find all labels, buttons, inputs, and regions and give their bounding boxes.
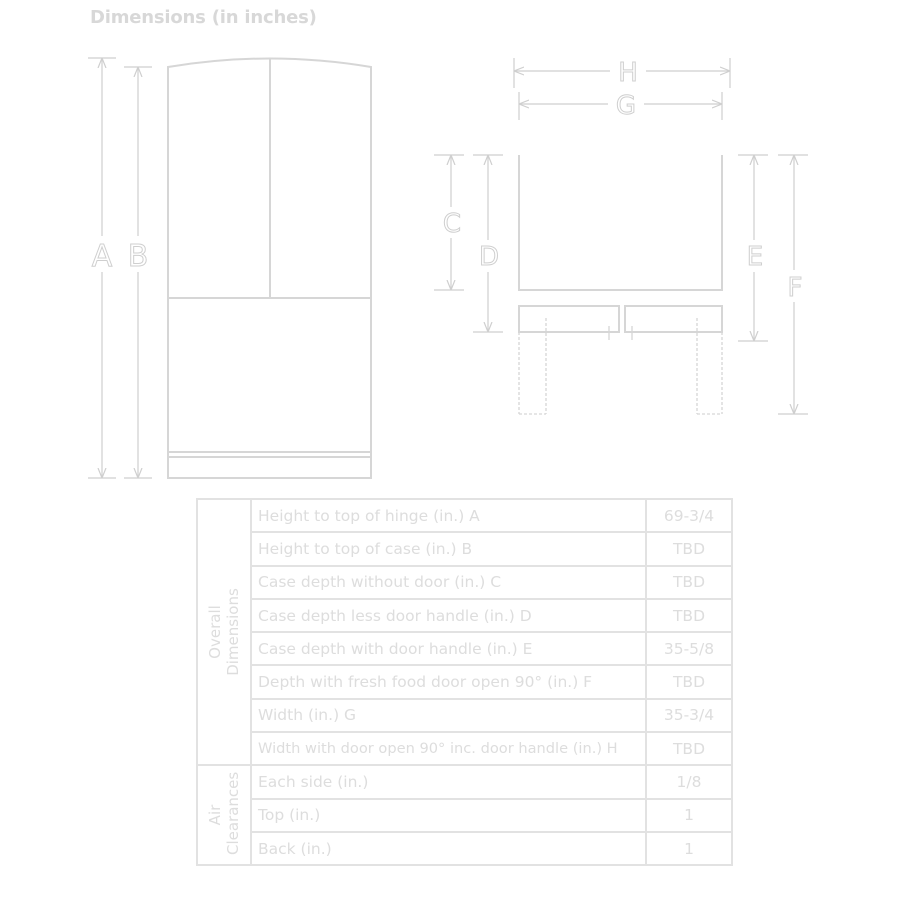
row-value: TBD bbox=[646, 665, 732, 698]
group-label: Overall Dimensions bbox=[206, 588, 242, 676]
table-row bbox=[197, 732, 732, 765]
row-value: TBD bbox=[646, 732, 732, 765]
row-label: Each side (in.) bbox=[251, 765, 646, 798]
row-label: Width with door open 90° inc. door handle (in.) H bbox=[251, 732, 646, 765]
row-label: Top (in.) bbox=[251, 799, 646, 832]
dimension-label-f: F bbox=[787, 273, 803, 303]
table-row bbox=[197, 765, 732, 798]
row-label: Case depth less door handle (in.) D bbox=[251, 599, 646, 632]
table-row bbox=[197, 665, 732, 698]
row-value: 35-5/8 bbox=[646, 632, 732, 665]
front-view bbox=[168, 58, 371, 478]
group-header-air-clearances bbox=[197, 765, 251, 865]
table-row bbox=[197, 532, 732, 565]
table-row bbox=[197, 799, 732, 832]
row-label: Back (in.) bbox=[251, 832, 646, 865]
table-row bbox=[197, 632, 732, 665]
fridge-case-outline bbox=[519, 155, 722, 290]
dimension-label-a: A bbox=[91, 239, 113, 274]
door-right-panel bbox=[625, 306, 722, 332]
row-label: Case depth with door handle (in.) E bbox=[251, 632, 646, 665]
table-row bbox=[197, 599, 732, 632]
group-label: Air Clearances bbox=[206, 772, 242, 856]
row-value: TBD bbox=[646, 566, 732, 599]
row-value: 1 bbox=[646, 832, 732, 865]
dimension-label-e: E bbox=[746, 242, 764, 272]
dimension-label-b: B bbox=[127, 239, 149, 274]
dimension-label-c: C bbox=[442, 209, 462, 239]
door-left-panel bbox=[519, 306, 619, 332]
row-value: 35-3/4 bbox=[646, 699, 732, 732]
row-label: Case depth without door (in.) C bbox=[251, 566, 646, 599]
table-row bbox=[197, 566, 732, 599]
dimension-label-h: H bbox=[618, 58, 638, 88]
dimensions-table bbox=[196, 498, 733, 866]
row-label: Height to top of case (in.) B bbox=[251, 532, 646, 565]
row-value: TBD bbox=[646, 599, 732, 632]
row-value: 69-3/4 bbox=[646, 499, 732, 532]
row-label: Width (in.) G bbox=[251, 699, 646, 732]
group-header-overall-dimensions bbox=[197, 499, 251, 765]
table-row bbox=[197, 699, 732, 732]
side-view bbox=[519, 155, 722, 332]
dimension-label-d: D bbox=[478, 242, 500, 272]
row-value: 1/8 bbox=[646, 765, 732, 798]
table-row bbox=[197, 832, 732, 865]
row-value: 1 bbox=[646, 799, 732, 832]
table-row bbox=[197, 499, 732, 532]
row-value: TBD bbox=[646, 532, 732, 565]
row-label: Height to top of hinge (in.) A bbox=[251, 499, 646, 532]
page-title: Dimensions (in inches) bbox=[90, 7, 317, 28]
dimension-label-g: G bbox=[615, 91, 637, 121]
row-label: Depth with fresh food door open 90° (in.) F bbox=[251, 665, 646, 698]
